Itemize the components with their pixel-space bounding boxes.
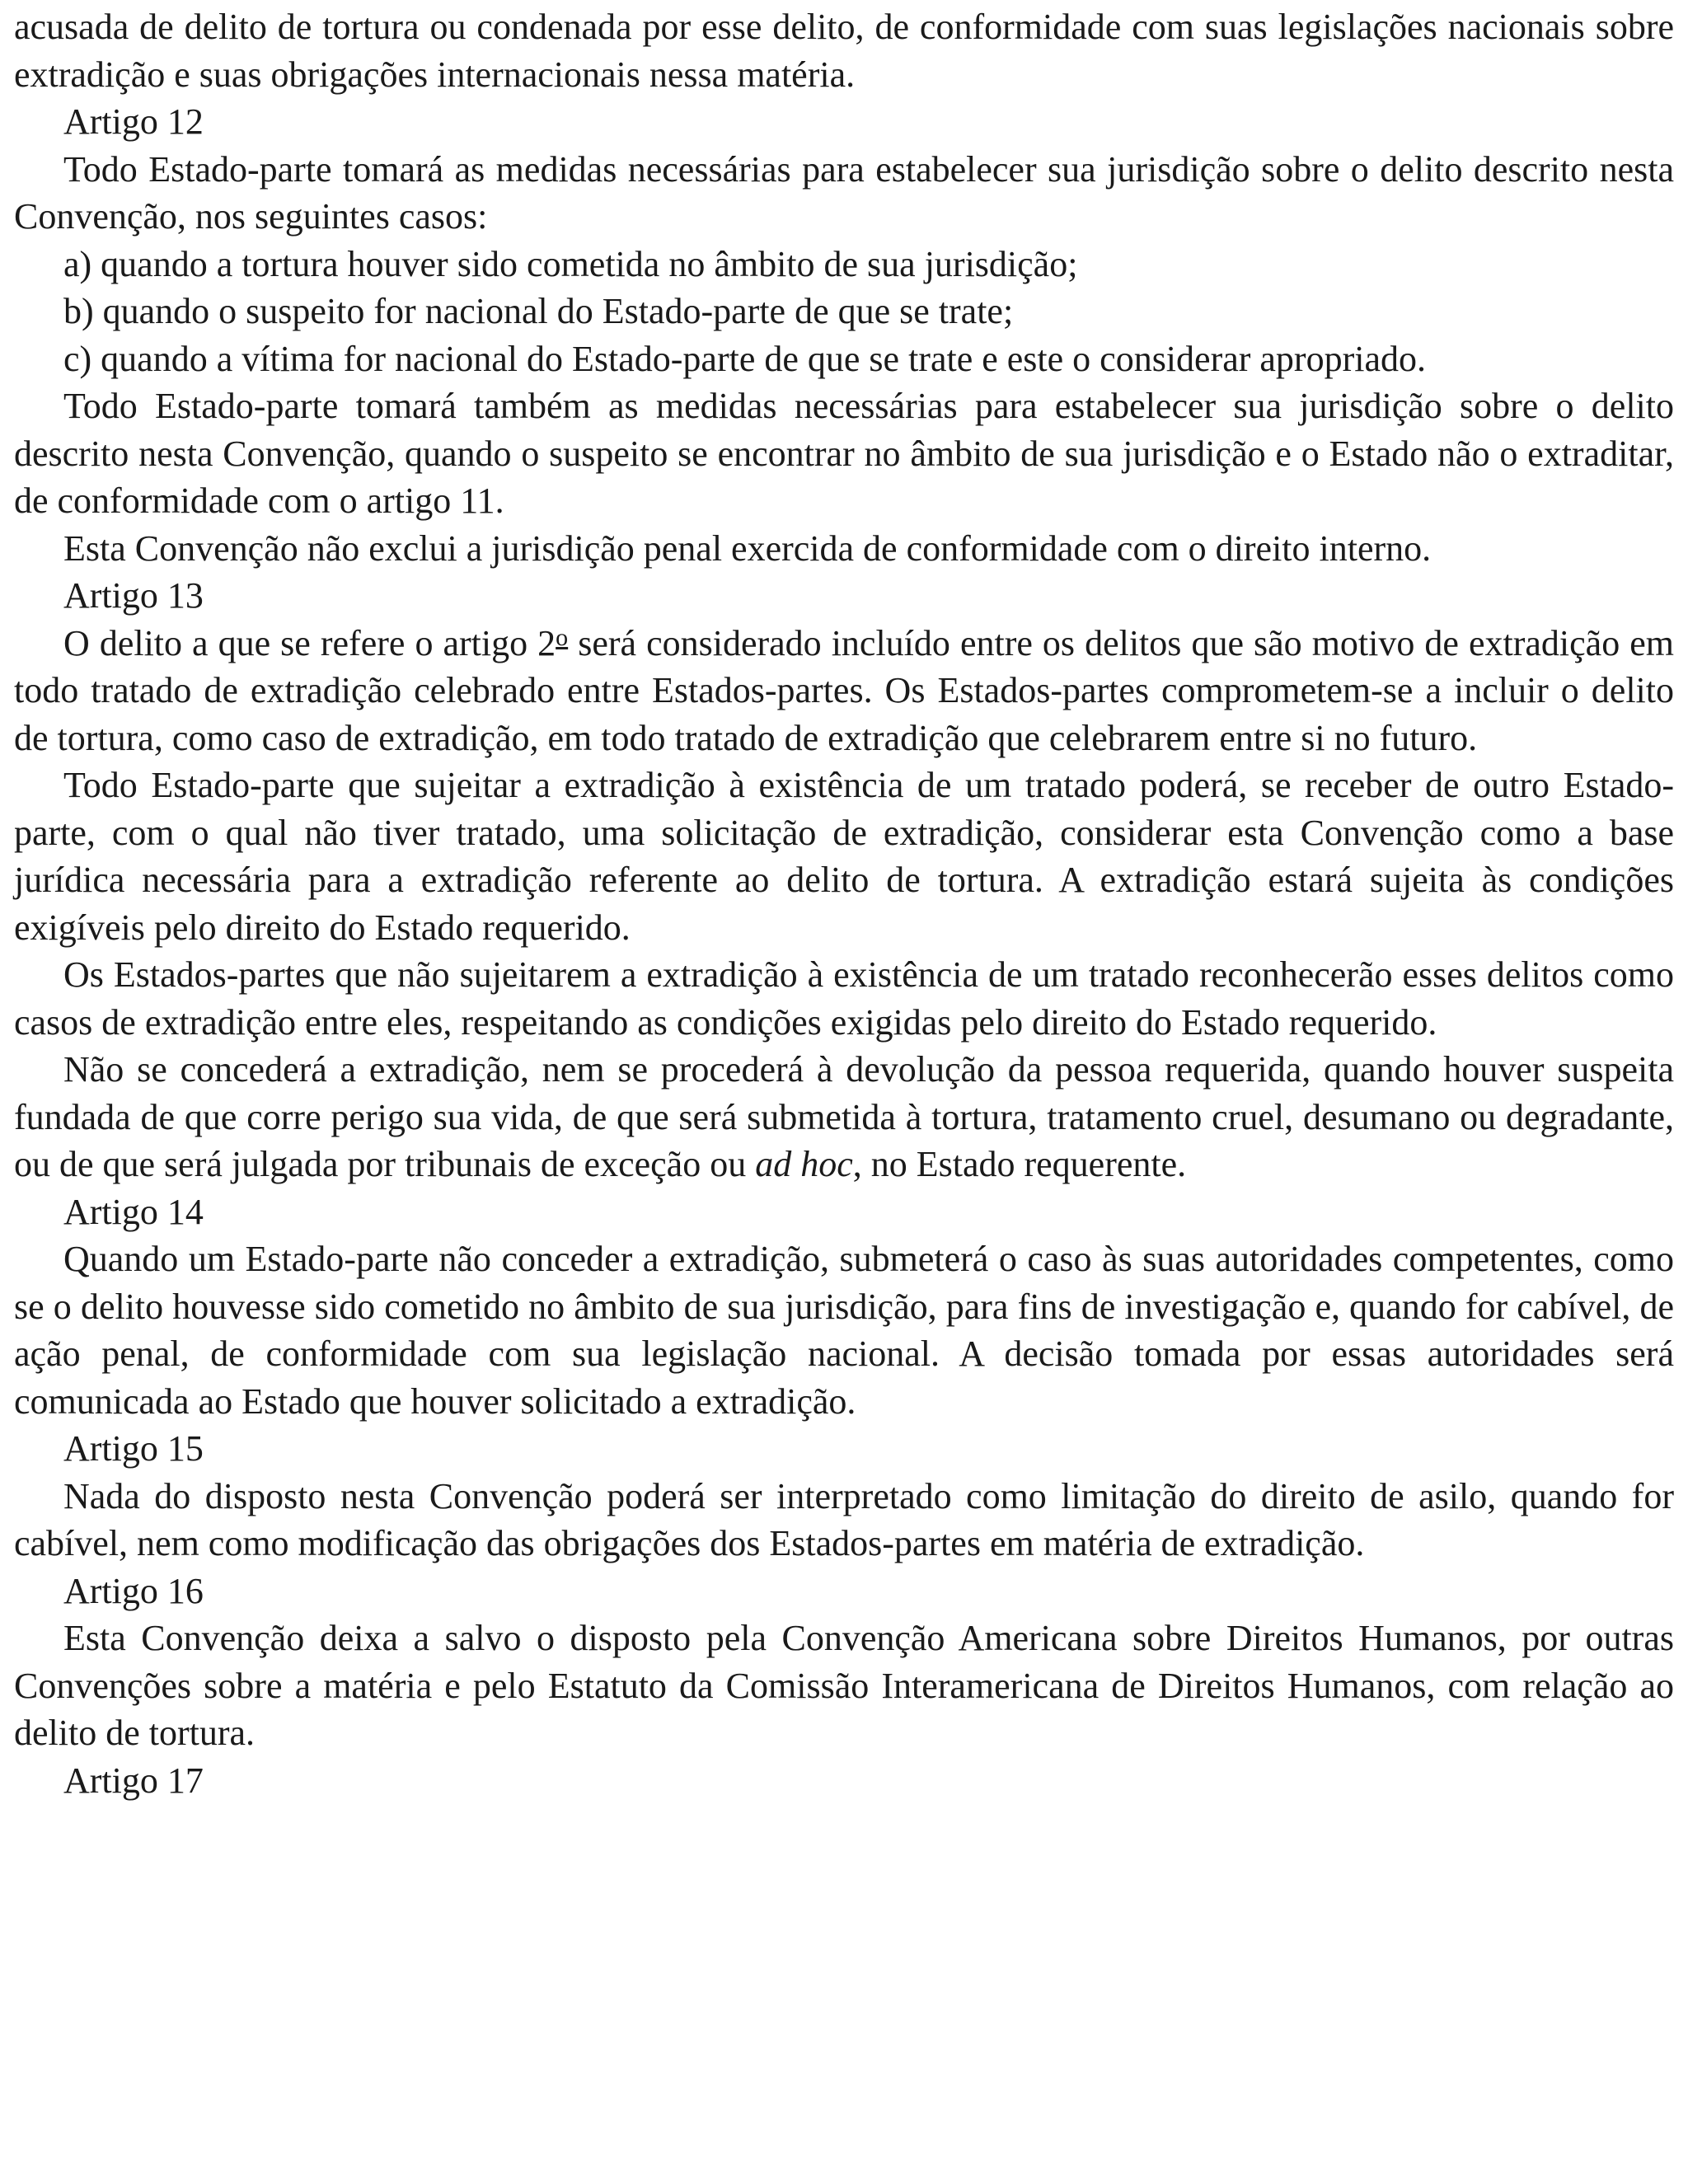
paragraph-continuation: acusada de delito de tortura ou condenada por esse delito, de conformidade com suas legislações nacionais sobre extradição e suas obrigações internacionais nessa matéria. bbox=[14, 7, 1674, 95]
article-12-intro: Todo Estado-parte tomará as medidas necessárias para estabelecer sua jurisdição sobre o delito descrito nesta Convenção, nos seguintes casos: bbox=[14, 148, 1674, 237]
article-13-paragraph-1 bbox=[14, 620, 1674, 762]
ordinal-indicator: o bbox=[556, 623, 569, 651]
article-13-paragraph-4 bbox=[14, 1046, 1674, 1188]
article-16-heading: Artigo 16 bbox=[63, 1570, 204, 1611]
article-12-paragraph-3: Esta Convenção não exclui a jurisdição penal exercida de conformidade com o direito interno. bbox=[63, 527, 1432, 569]
article-16-paragraph-1: Esta Convenção deixa a salvo o disposto pela Convenção Americana sobre Direitos Humanos, por outras Convenções sobre a matéria e pelo Estatuto da Comissão Interamericana de Direitos Humanos, com relação ao delito de tortura. bbox=[14, 1618, 1674, 1753]
article-17-heading: Artigo 17 bbox=[63, 1760, 204, 1801]
article-12-item-c: c) quando a vítima for nacional do Estado-parte de que se trate e este o considerar apropriado. bbox=[63, 338, 1426, 379]
article-13-p1-text-start: O delito a que se refere o artigo 2 bbox=[63, 622, 556, 663]
latin-term-ad-hoc: ad hoc bbox=[755, 1144, 853, 1184]
article-13-heading: Artigo 13 bbox=[63, 575, 204, 616]
article-12-item-a: a) quando a tortura houver sido cometida no âmbito de sua jurisdição; bbox=[63, 243, 1078, 284]
article-13-p1-text-end: será considerado incluído entre os delitos que são motivo de extradição em todo tratado de extradição celebrado entre Estados-partes. Os Estados-partes comprometem-se a incluir o delito de tortura, como caso de extradição, em todo tratado de extradição que celebrarem entre si no futuro. bbox=[14, 622, 1674, 758]
article-12-paragraph-2: Todo Estado-parte tomará também as medidas necessárias para estabelecer sua jurisdição sobre o delito descrito nesta Convenção, quando o suspeito se encontrar no âmbito de sua jurisdição e o Estado não o extraditar, de conformidade com o artigo 11. bbox=[14, 386, 1674, 521]
article-13-p4-text-start: Não se concederá a extradição, nem se procederá à devolução da pessoa requerida, quando houver suspeita fundada de que corre perigo sua vida, de que será submetida à tortura, tratamento cruel, desumano ou degradante, ou de que será julgada por tribunais de exceção ou bbox=[14, 1049, 1674, 1184]
article-15-paragraph-1: Nada do disposto nesta Convenção poderá ser interpretado como limitação do direito de asilo, quando for cabível, nem como modificação das obrigações dos Estados-partes em matéria de extradição. bbox=[14, 1475, 1674, 1563]
article-14-heading: Artigo 14 bbox=[63, 1191, 204, 1232]
article-13-paragraph-2: Todo Estado-parte que sujeitar a extradição à existência de um tratado poderá, se receber de outro Estado-parte, com o qual não tiver tratado, uma solicitação de extradição, considerar esta Convenção como a base jurídica necessária para a extradição referente ao delito de tortura. A extradição estará sujeita às condições exigíveis pelo direito do Estado requerido. bbox=[14, 765, 1674, 948]
article-15-heading: Artigo 15 bbox=[63, 1428, 204, 1469]
article-12-item-b: b) quando o suspeito for nacional do Estado-parte de que se trate; bbox=[63, 291, 1014, 331]
article-13-paragraph-3: Os Estados-partes que não sujeitarem a extradição à existência de um tratado reconhecerão esses delitos como casos de extradição entre eles, respeitando as condições exigidas pelo direito do Estado requerido. bbox=[14, 954, 1674, 1043]
article-14-paragraph-1: Quando um Estado-parte não conceder a extradição, submeterá o caso às suas autoridades competentes, como se o delito houvesse sido cometido no âmbito de sua jurisdição, para fins de investigação e, quando for cabível, de ação penal, de conformidade com sua legislação nacional. A decisão tomada por essas autoridades será comunicada ao Estado que houver solicitado a extradição. bbox=[14, 1239, 1674, 1422]
article-12-heading: Artigo 12 bbox=[63, 101, 204, 142]
article-13-p4-text-end: , no Estado requerente. bbox=[852, 1144, 1187, 1184]
document-page bbox=[14, 3, 1674, 1804]
